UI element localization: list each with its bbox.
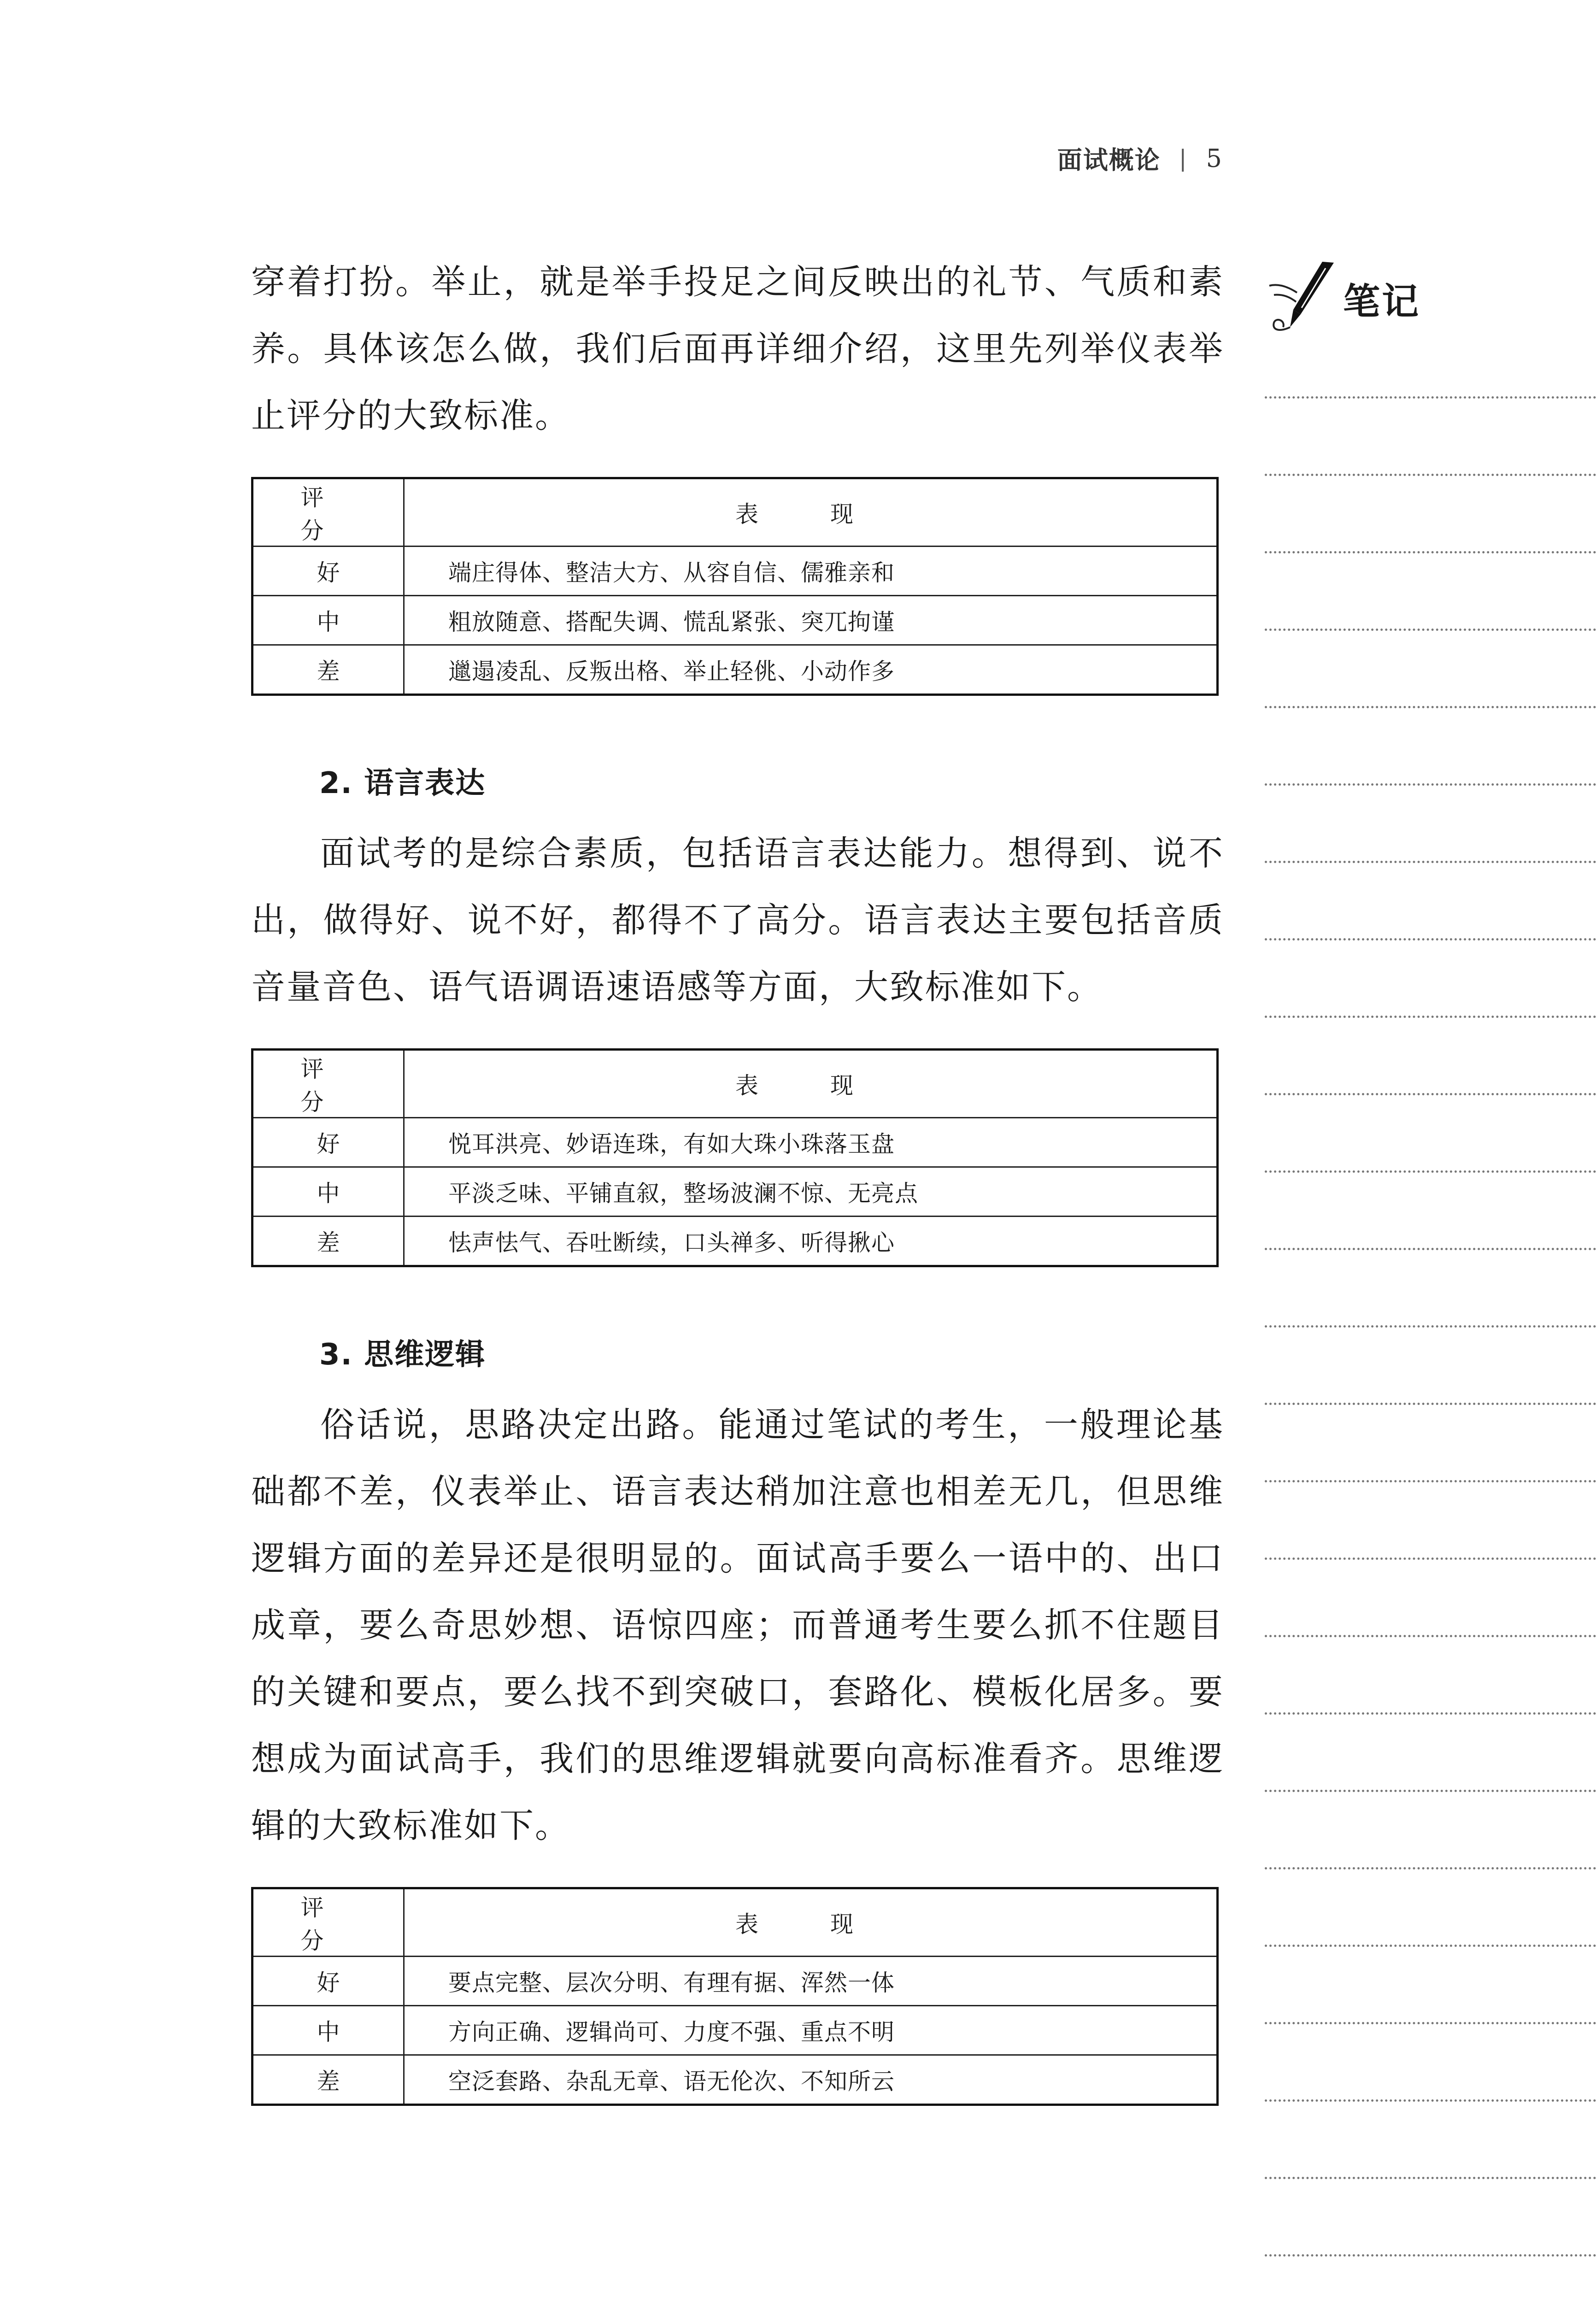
note-line — [1265, 396, 1596, 399]
note-line — [1265, 1712, 1596, 1715]
header-performance: 表 现 — [404, 1050, 1218, 1118]
table-row — [252, 1217, 1218, 1266]
description-cell: 方向正确、逻辑尚可、力度不强、重点不明 — [404, 2006, 1218, 2055]
notes-sidebar — [1260, 258, 1596, 338]
header-score: 评 分 — [252, 1050, 404, 1118]
logic-paragraph: 俗话说，思路决定出路。能通过笔试的考生，一般理论基础都不差，仪表举止、语言表达稍加注意也相差无几，但思维逻辑方面的差异还是很明显的。面试高手要么一语中的、出口成章，要么奇思妙想、语惊四座；而普通考生要么抓不住题目的关键和要点，要么找不到突破口，套路化、模板化居多。要想成为面试高手，我们的思维逻辑就要向高标准看齐。思维逻辑的大致标准如下。 — [251, 1405, 1224, 1846]
grade-cell: 好 — [252, 547, 404, 596]
note-line — [1265, 1635, 1596, 1637]
table-header-row — [252, 1050, 1218, 1118]
note-line — [1265, 2022, 1596, 2024]
logic-score-table — [251, 1887, 1219, 2106]
grade-cell: 差 — [252, 645, 404, 695]
section-heading-logic: 3. 思维逻辑 — [319, 1338, 486, 1372]
note-line — [1265, 2099, 1596, 2102]
note-line — [1265, 1480, 1596, 1482]
description-cell: 粗放随意、搭配失调、慌乱紧张、突兀拘谨 — [404, 596, 1218, 645]
grade-cell: 中 — [252, 2006, 404, 2055]
note-line — [1265, 2254, 1596, 2257]
page-number: 5 — [1206, 144, 1223, 173]
table-row — [252, 1957, 1218, 2006]
appearance-score-table — [251, 477, 1219, 696]
note-line — [1265, 1403, 1596, 1405]
header-performance: 表 现 — [404, 478, 1218, 547]
header-performance: 表 现 — [404, 1888, 1218, 1957]
note-line — [1265, 2177, 1596, 2179]
table-row — [252, 1167, 1218, 1217]
language-score-table — [251, 1048, 1219, 1267]
description-cell: 空泛套路、杂乱无章、语无伦次、不知所云 — [404, 2055, 1218, 2105]
note-line — [1265, 1867, 1596, 1869]
notes-header — [1265, 258, 1596, 338]
header-score: 评 分 — [252, 1888, 404, 1957]
note-line — [1265, 861, 1596, 863]
note-line — [1265, 1093, 1596, 1095]
description-cell: 悦耳洪亮、妙语连珠，有如大珠小珠落玉盘 — [404, 1118, 1218, 1167]
grade-cell: 好 — [252, 1118, 404, 1167]
section-heading-language: 2. 语言表达 — [319, 766, 486, 800]
pen-icon — [1265, 258, 1338, 338]
note-line — [1265, 1248, 1596, 1250]
intro-paragraph: 穿着打扮。举止，就是举手投足之间反映出的礼节、气质和素养。具体该怎么做，我们后面再详细介绍，这里先列举仪表举止评分的大致标准。 — [251, 262, 1224, 435]
note-line — [1265, 551, 1596, 553]
table-header-row — [252, 478, 1218, 547]
grade-cell: 中 — [252, 1167, 404, 1217]
table-row — [252, 2055, 1218, 2105]
description-cell: 怯声怯气、吞吐断续，口头禅多、听得揪心 — [404, 1217, 1218, 1266]
description-cell: 要点完整、层次分明、有理有据、浑然一体 — [404, 1957, 1218, 2006]
running-header — [1057, 141, 1223, 176]
main-content — [251, 249, 1224, 2106]
note-lines — [1265, 396, 1596, 2304]
header-separator: | — [1179, 145, 1188, 172]
note-line — [1265, 1170, 1596, 1173]
note-line — [1265, 1945, 1596, 1947]
note-line — [1265, 629, 1596, 631]
chapter-title: 面试概论 — [1057, 146, 1161, 175]
grade-cell: 差 — [252, 2055, 404, 2105]
note-line — [1265, 1790, 1596, 1792]
grade-cell: 差 — [252, 1217, 404, 1266]
table-row — [252, 645, 1218, 695]
table-header-row — [252, 1888, 1218, 1957]
description-cell: 平淡乏味、平铺直叙，整场波澜不惊、无亮点 — [404, 1167, 1218, 1217]
grade-cell: 中 — [252, 596, 404, 645]
description-cell: 端庄得体、整洁大方、从容自信、儒雅亲和 — [404, 547, 1218, 596]
note-line — [1265, 706, 1596, 708]
note-line — [1265, 474, 1596, 476]
note-line — [1265, 1325, 1596, 1328]
notes-label: 笔记 — [1343, 280, 1420, 323]
table-row — [252, 1118, 1218, 1167]
description-cell: 邋遢凌乱、反叛出格、举止轻佻、小动作多 — [404, 645, 1218, 695]
note-line — [1265, 783, 1596, 786]
language-paragraph: 面试考的是综合素质，包括语言表达能力。想得到、说不出，做得好、说不好，都得不了高分。语言表达主要包括音质音量音色、语气语调语速语感等方面，大致标准如下。 — [251, 834, 1224, 1007]
note-line — [1265, 1016, 1596, 1018]
note-line — [1265, 938, 1596, 940]
table-row — [252, 547, 1218, 596]
grade-cell: 好 — [252, 1957, 404, 2006]
note-line — [1265, 1558, 1596, 1560]
table-row — [252, 2006, 1218, 2055]
header-score: 评 分 — [252, 478, 404, 547]
table-row — [252, 596, 1218, 645]
